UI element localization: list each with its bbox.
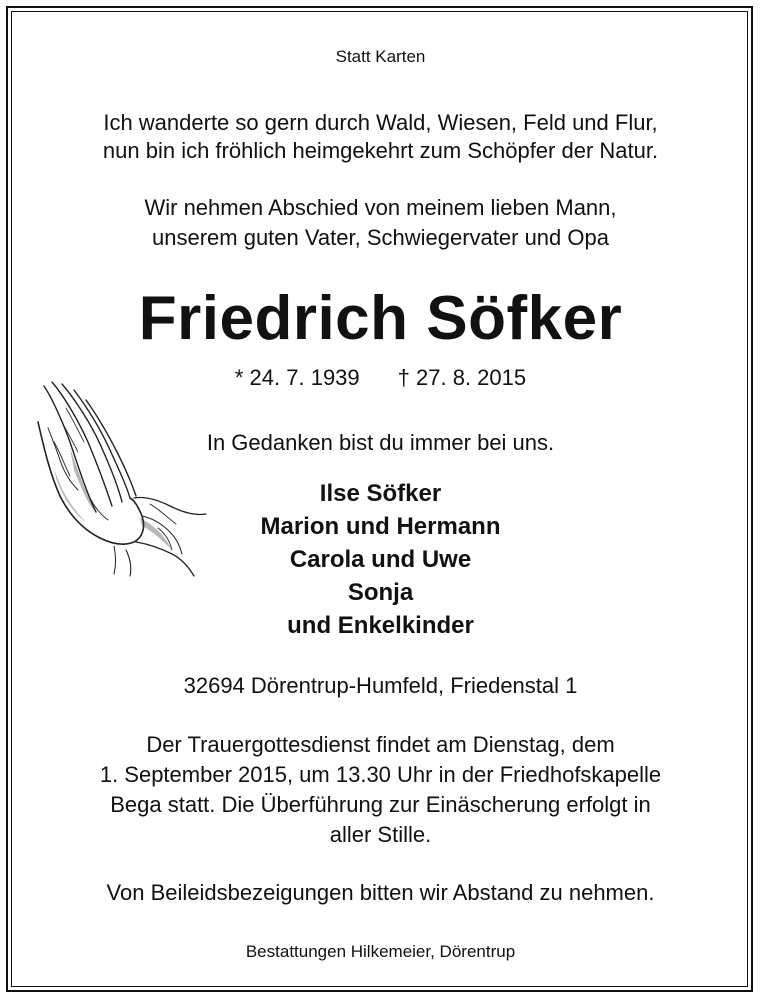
service-line-1: Der Trauergottesdienst findet am Dienstag, dem (146, 732, 615, 757)
family-line-5: und Enkelkinder (287, 612, 474, 639)
thought-text: In Gedanken bist du immer bei uns. (206, 430, 555, 455)
poem-line-1: Ich wanderte so gern durch Wald, Wiesen, Feld und Flur, (103, 110, 658, 135)
death-date: † 27. 8. 2015 (397, 365, 527, 390)
undertaker-text: Bestattungen Hilkemeier, Dörentrup (245, 942, 516, 961)
deceased-name: Friedrich Söfker (138, 284, 623, 353)
family-line-1: Ilse Söfker (319, 480, 442, 507)
family-line-4: Sonja (347, 579, 414, 606)
service-line-2: 1. September 2015, um 13.30 Uhr in der Friedhofskapelle (99, 762, 662, 787)
poem-line-2: nun bin ich fröhlich heimgekehrt zum Schöpfer der Natur. (102, 138, 659, 163)
family-line-3: Carola und Uwe (289, 546, 472, 573)
intro-line-1: Wir nehmen Abschied von meinem lieben Mann, (144, 195, 617, 220)
service-line-4: aller Stille. (329, 822, 432, 847)
address-text: 32694 Dörentrup-Humfeld, Friedenstal 1 (183, 673, 578, 698)
family-line-2: Marion und Hermann (260, 513, 501, 540)
birth-date: * 24. 7. 1939 (234, 365, 360, 390)
header-text: Statt Karten (335, 47, 426, 66)
intro-line-2: unserem guten Vater, Schwiegervater und Opa (152, 225, 609, 250)
service-line-3: Bega statt. Die Überführung zur Einäscherung erfolgt in (110, 792, 651, 817)
condolence-text: Von Beileidsbezeigungen bitten wir Abstand zu nehmen. (106, 880, 655, 905)
